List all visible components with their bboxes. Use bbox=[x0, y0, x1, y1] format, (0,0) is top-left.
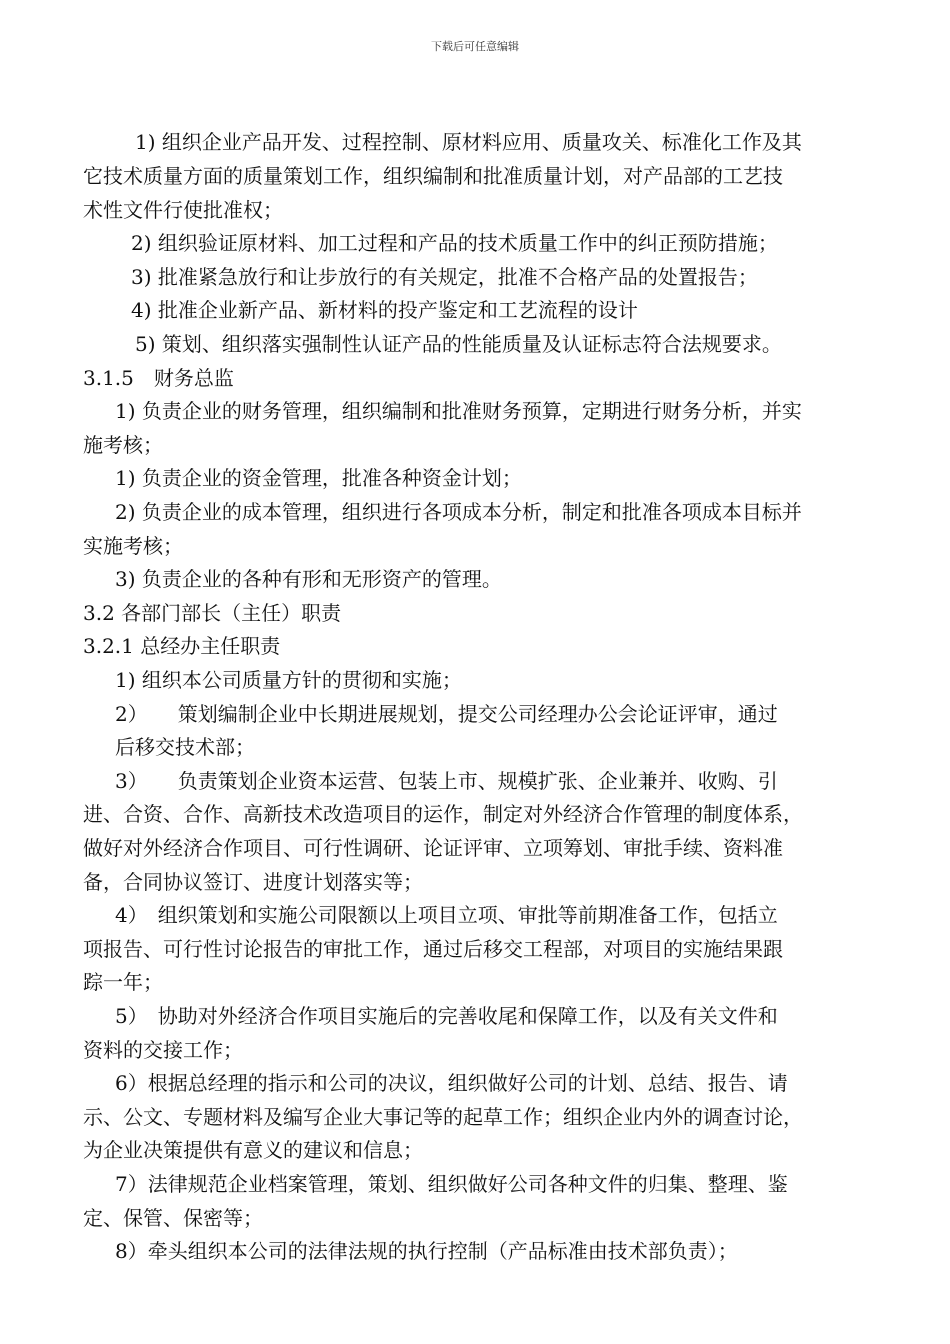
text-line: 1) 组织企业产品开发、过程控制、原材料应用、质量攻关、标准化工作及其 bbox=[135, 130, 802, 154]
text-line: 后移交技术部； bbox=[115, 735, 255, 759]
text-line: 备，合同协议签订、进度计划落实等； bbox=[83, 870, 423, 894]
text-line: 3) 批准紧急放行和让步放行的有关规定，批准不合格产品的处置报告； bbox=[131, 265, 758, 289]
text-line: 实施考核； bbox=[83, 534, 183, 558]
text-line: 5） 协助对外经济合作项目实施后的完善收尾和保障工作，以及有关文件和 bbox=[115, 1004, 778, 1028]
text-line: 它技术质量方面的质量策划工作，组织编制和批准质量计划，对产品部的工艺技 bbox=[83, 164, 783, 188]
section-heading: 3.2.1 总经办主任职责 bbox=[83, 634, 281, 658]
text-line: 8）牵头组织本公司的法律法规的执行控制（产品标准由技术部负责）； bbox=[115, 1239, 738, 1263]
text-line: 示、公文、专题材料及编写企业大事记等的起草工作；组织企业内外的调查讨论， bbox=[83, 1105, 803, 1129]
text-line: 1) 负责企业的资金管理，批准各种资金计划； bbox=[115, 466, 522, 490]
section-heading: 3.2 各部门部长（主任）职责 bbox=[83, 601, 342, 625]
text-line: 术性文件行使批准权； bbox=[83, 198, 283, 222]
text-line: 5) 策划、组织落实强制性认证产品的性能质量及认证标志符合法规要求。 bbox=[135, 332, 782, 356]
text-line: 2） 策划编制企业中长期进展规划，提交公司经理办公会论证评审，通过 bbox=[115, 702, 778, 726]
text-line: 1) 负责企业的财务管理，组织编制和批准财务预算，定期进行财务分析，并实 bbox=[115, 399, 802, 423]
header-note: 下载后可任意编辑 bbox=[431, 40, 519, 53]
section-heading: 3.1.5 财务总监 bbox=[83, 366, 234, 390]
text-line: 定、保管、保密等； bbox=[83, 1206, 263, 1230]
text-line: 2) 负责企业的成本管理，组织进行各项成本分析，制定和批准各项成本目标并 bbox=[115, 500, 802, 524]
text-line: 7）法律规范企业档案管理，策划、组织做好公司各种文件的归集、整理、鉴 bbox=[115, 1172, 788, 1196]
text-line: 1) 组织本公司质量方针的贯彻和实施； bbox=[115, 668, 462, 692]
text-line: 进、合资、合作、高新技术改造项目的运作，制定对外经济合作管理的制度体系， bbox=[83, 802, 803, 826]
text-line: 为企业决策提供有意义的建议和信息； bbox=[83, 1138, 423, 1162]
text-line: 2) 组织验证原材料、加工过程和产品的技术质量工作中的纠正预防措施； bbox=[131, 231, 778, 255]
text-line: 做好对外经济合作项目、可行性调研、论证评审、立项筹划、审批手续、资料准 bbox=[83, 836, 783, 860]
text-line: 4) 批准企业新产品、新材料的投产鉴定和工艺流程的设计 bbox=[131, 298, 638, 322]
text-line: 3) 负责企业的各种有形和无形资产的管理。 bbox=[115, 567, 502, 591]
text-line: 3） 负责策划企业资本运营、包装上市、规模扩张、企业兼并、收购、引 bbox=[115, 769, 778, 793]
text-line: 4） 组织策划和实施公司限额以上项目立项、审批等前期准备工作，包括立 bbox=[115, 903, 778, 927]
text-line: 6）根据总经理的指示和公司的决议，组织做好公司的计划、总结、报告、请 bbox=[115, 1071, 788, 1095]
text-line: 资料的交接工作； bbox=[83, 1038, 243, 1062]
text-line: 施考核； bbox=[83, 433, 163, 457]
text-line: 项报告、可行性讨论报告的审批工作，通过后移交工程部，对项目的实施结果跟 bbox=[83, 937, 783, 961]
text-line: 踪一年； bbox=[83, 970, 163, 994]
